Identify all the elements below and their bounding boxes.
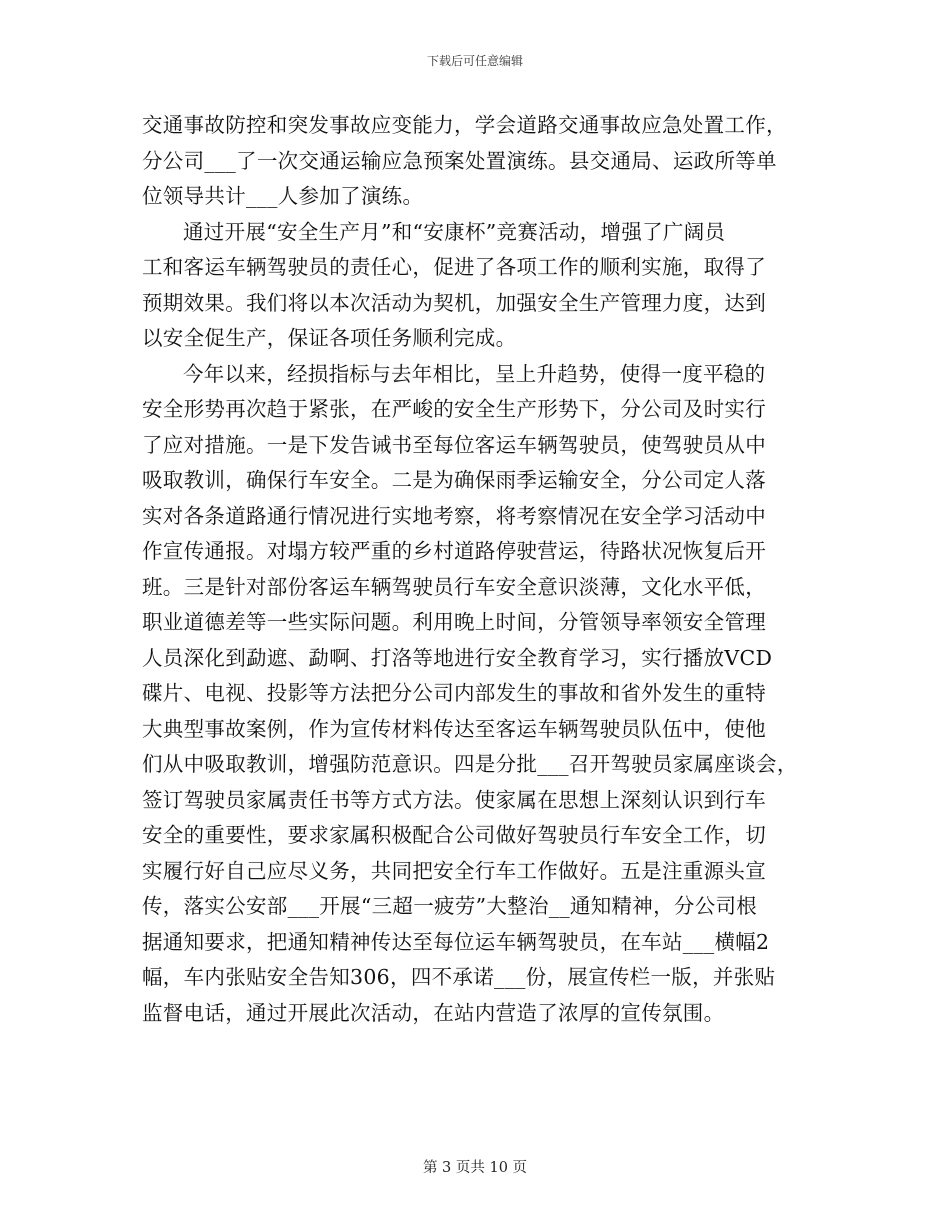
page-number: 第 3 页共 10 页 — [422, 1160, 528, 1176]
text-line: 了应对措施。一是下发告诫书至每位客运车辆驾驶员，使驾驶员从中 — [142, 432, 766, 457]
text-line: 班。三是针对部份客运车辆驾驶员行车安全意识淡薄，文化水平低， — [142, 574, 766, 599]
text-line: 实对各条道路通行情况进行实地考察，将考察情况在安全学习活动中 — [142, 503, 766, 528]
text-line: 大典型事故案例，作为宣传材料传达至客运车辆驾驶员队伍中，使他 — [142, 716, 766, 741]
text-line: 工和客运车辆驾驶员的责任心，促进了各项工作的顺利实施，取得了 — [142, 255, 766, 279]
text-line: 安全形势再次趋于紧张，在严峻的安全生产形势下，分公司及时实行 — [142, 397, 766, 421]
text-line: 交通事故防控和突发事故应变能力，学会道路交通事故应急处置工作， — [142, 113, 787, 137]
text-line: 人员深化到勐遮、勐啊、打洛等地进行安全教育学习，实行播放VCD — [142, 645, 773, 670]
text-line: 预期效果。我们将以本次活动为契机，加强安全生产管理力度，达到 — [142, 290, 766, 315]
text-line: 职业道德差等一些实际问题。利用晚上时间，分管领导率领安全管理 — [142, 610, 766, 634]
page-header: 下载后可任意编辑 — [426, 54, 523, 68]
text-line: 碟片、电视、投影等方法把分公司内部发生的事故和省外发生的重特 — [142, 681, 766, 705]
text-line: 以安全促生产，保证各项任务顺利完成。 — [142, 326, 517, 350]
text-line: 分公司___了一次交通运输应急预案处置演练。县交通局、运政所等单 — [142, 148, 777, 173]
text-line: 作宣传通报。对塌方较严重的乡村道路停驶营运，待路状况恢复后开 — [142, 539, 766, 563]
text-line: 传，落实公安部___开展“三超一疲劳”大整治__通知精神，分公司根 — [142, 894, 758, 918]
text-line: 幅，车内张贴安全告知306，四不承诺___份，展宣传栏一版，并张贴 — [142, 965, 776, 989]
text-line: 签订驾驶员家属责任书等方式方法。使家属在思想上深刻认识到行车 — [142, 787, 766, 812]
document-body — [142, 108, 822, 1031]
text-line: 吸取教训，确保行车安全。二是为确保雨季运输安全，分公司定人落 — [142, 468, 766, 492]
paragraph-start-line: 通过开展“安全生产月”和“安康杯”竞赛活动，增强了广阔员 — [183, 219, 726, 244]
text-line: 实履行好自己应尽义务，共同把安全行车工作做好。五是注重源头宣 — [142, 858, 766, 883]
text-line: 安全的重要性，要求家属积极配合公司做好驾驶员行车安全工作，切 — [142, 823, 766, 847]
text-line: 监督电话，通过开展此次活动，在站内营造了浓厚的宣传氛围。 — [142, 1000, 725, 1025]
text-line: 们从中吸取教训，增强防范意识。四是分批___召开驾驶员家属座谈会， — [142, 752, 798, 776]
text-line: 据通知要求，把通知精神传达至每位运车辆驾驶员，在车站___横幅2 — [142, 929, 770, 954]
paragraph-start-line: 今年以来，经损指标与去年相比，呈上升趋势，使得一度平稳的 — [183, 361, 766, 386]
text-line: 位领导共计___人参加了演练。 — [142, 184, 424, 208]
